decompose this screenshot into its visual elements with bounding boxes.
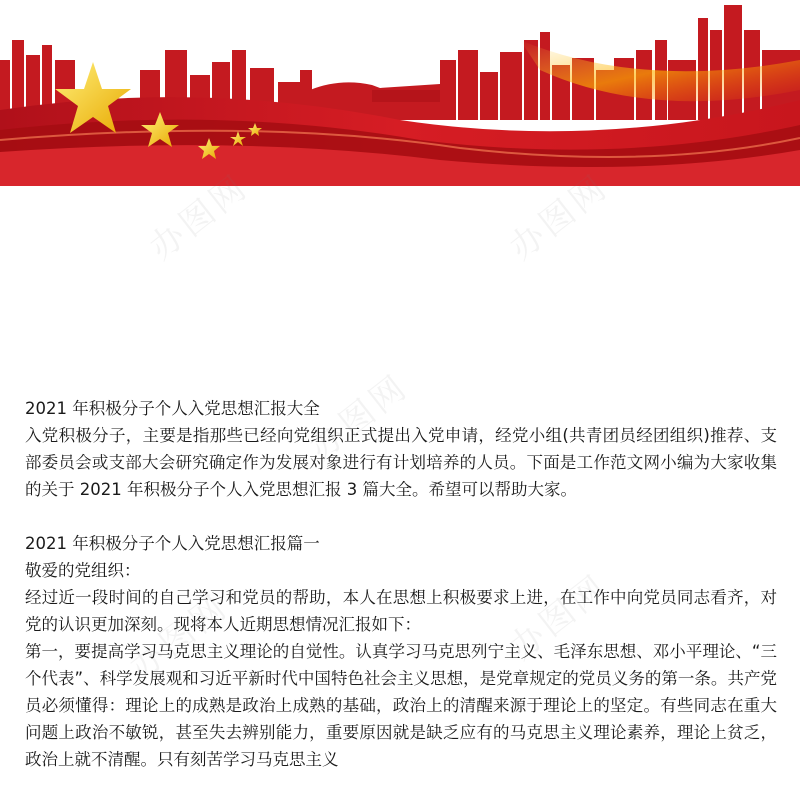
- document-body: [25, 395, 777, 773]
- header-banner: [0, 0, 800, 186]
- watermark: 办图网: [501, 566, 617, 669]
- watermark: 办图网: [301, 366, 417, 469]
- watermark: 办图网: [121, 586, 237, 689]
- watermark: 办图网: [141, 166, 257, 269]
- body-paragraph: 经过近一段时间的自己学习和党员的帮助，本人在思想上积极要求上进，在工作中向党员同志看齐，对党的认识更加深刻。现将本人近期思想情况汇报如下：: [25, 588, 777, 634]
- document-title: 2021 年积极分子个人入党思想汇报大全: [25, 399, 320, 418]
- spacer: [25, 503, 777, 530]
- body-paragraph: 第一，要提高学习马克思主义理论的自觉性。认真学习马克思列宁主义、毛泽东思想、邓小平理论、“三个代表”、科学发展观和习近平新时代中国特色社会主义思想，是党章规定的党员义务的第一条。共产党员必须懂得：理论上的成熟是政治上成熟的基础，政治上的清醒来源于理论上的坚定。有些同志在重大问题上政治不敏锐，甚至失去辨别能力，重要原因就是缺乏应有的马克思主义理论素养，理论上贫乏，政治上就不清醒。只有刻苦学习马克思主义: [25, 642, 777, 769]
- intro-paragraph: 入党积极分子，主要是指那些已经向党组织正式提出入党申请，经党小组(共青团员经团组织)推荐、支部委员会或支部大会研究确定作为发展对象进行有计划培养的人员。下面是工作范文网小编为大家收集的关于 2021 年积极分子个人入党思想汇报 3 篇大全。希望可以帮助大家。: [25, 426, 777, 499]
- watermark: 办图网: [501, 166, 617, 269]
- salutation: 敬爱的党组织：: [25, 561, 141, 580]
- section-title: 2021 年积极分子个人入党思想汇报篇一: [25, 534, 320, 553]
